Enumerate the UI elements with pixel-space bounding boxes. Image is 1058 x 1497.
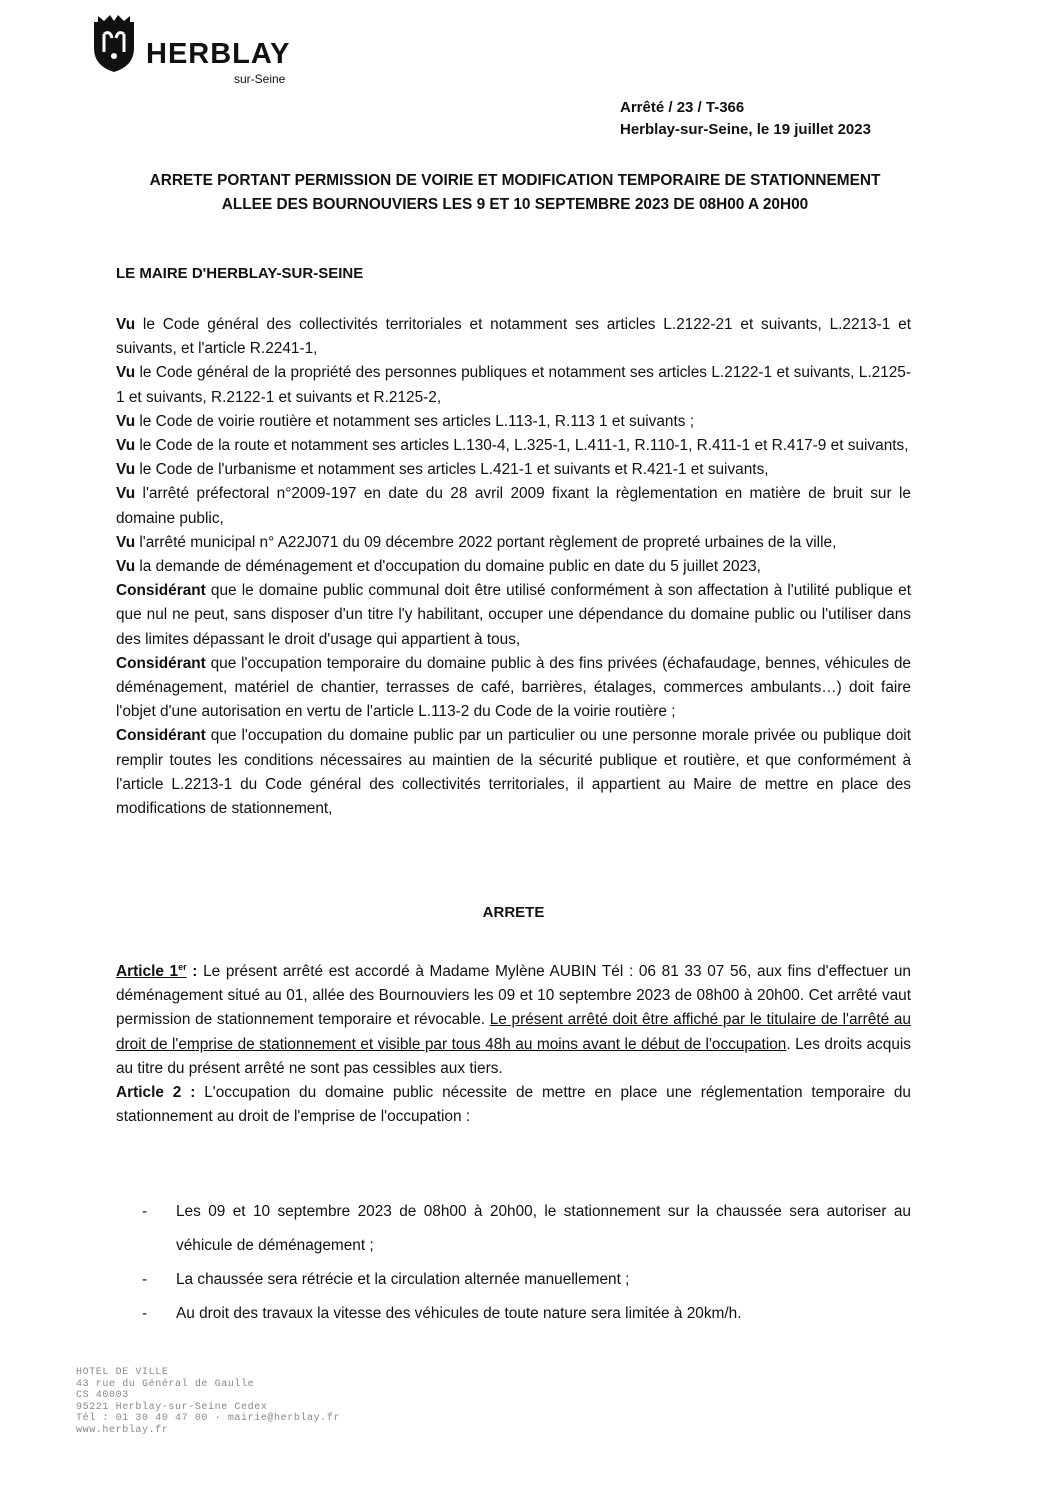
footer-line: CS 40003 bbox=[76, 1390, 129, 1401]
footer-line: Tél : 01 30 40 47 00 · mairie@herblay.fr bbox=[76, 1413, 341, 1424]
logo-name: HERBLAY bbox=[146, 38, 291, 70]
visa-paragraph: Vu l'arrêté municipal n° A22J071 du 09 décembre 2022 portant règlement de propreté urbaines de la ville, bbox=[116, 533, 837, 551]
list-item: - Au droit des travaux la vitesse des véhicules de toute nature sera limitée à 20km/h. bbox=[142, 1305, 742, 1322]
list-item: - La chaussée sera rétrécie et la circulation alternée manuellement ; bbox=[142, 1271, 630, 1288]
considerant-paragraph: Considérant que l'occupation temporaire du domaine public à des fins privées (échafaudage, bennes, véhicules de déménagement, matériel de chantier, terrasses de café, barrières, étalages, commerces ambulants…) doit faire l'objet d'une autorisation en vertu de l'article L.113-2 du Code de la voirie routière ; bbox=[116, 654, 911, 721]
footer-line: www.herblay.fr bbox=[76, 1424, 169, 1436]
article-2-label: Article 2 bbox=[116, 1084, 182, 1102]
article-2: Article 2 : L'occupation du domaine public nécessite de mettre en place une réglementation temporaire du stationnement au droit de l'emprise de l'occupation : bbox=[116, 1084, 911, 1126]
logo-subtitle: sur-Seine bbox=[234, 72, 286, 86]
visas-section bbox=[116, 313, 911, 821]
visa-paragraph: Vu le Code de l'urbanisme et notamment ses articles L.421-1 et suivants et R.421-1 et suivants, bbox=[116, 461, 769, 479]
title-line-1: ARRETE PORTANT PERMISSION DE VOIRIE ET MODIFICATION TEMPORAIRE DE STATIONNEMENT bbox=[149, 172, 881, 189]
coat-of-arms-icon bbox=[90, 12, 138, 74]
visa-paragraph: Vu le Code général de la propriété des personnes publiques et notamment ses articles L.2122-1 et suivants, L.2125-1 et suivants, R.2122-1 et suivants et R.2125-2, bbox=[116, 364, 911, 406]
measures-list bbox=[140, 1195, 911, 1331]
article-1-label: Article 1er bbox=[116, 961, 187, 980]
document-title bbox=[90, 169, 940, 217]
visa-paragraph: Vu la demande de déménagement et d'occupation du domaine public en date du 5 juillet 2023, bbox=[116, 558, 761, 576]
footer-line: HOTEL DE VILLE bbox=[76, 1367, 169, 1378]
footer-line: 95221 Herblay-sur-Seine Cedex bbox=[76, 1401, 268, 1413]
considerant-paragraph: Considérant que le domaine public communal doit être utilisé conformément à son affectation à l'utilité publique et que nul ne peut, sans disposer d'un titre l'y habilitant, occuper une dépendance du domaine public ou l'utiliser dans des limites dépassant le droit d'usage qui appartient à tous, bbox=[116, 582, 911, 648]
arrete-number: Arrêté / 23 / T-366 bbox=[620, 99, 745, 116]
footer-address bbox=[76, 1367, 340, 1436]
arrete-heading: ARRETE bbox=[482, 904, 545, 921]
document-reference bbox=[620, 97, 871, 141]
article-1-underlined: Le présent arrêté doit être affiché par le titulaire de l'arrêté au droit de l'emprise de stationnement et visible par tous 48h au moins avant le début de l'occupation bbox=[116, 1011, 911, 1053]
list-item: - Les 09 et 10 septembre 2023 de 08h00 à 20h00, le stationnement sur la chaussée sera autoriser au véhicule de déménagement ; bbox=[142, 1203, 911, 1254]
visa-paragraph: Vu le Code de la route et notamment ses articles L.130-4, L.325-1, L.411-1, R.110-1, R.411-1 et R.417-9 et suivants, bbox=[116, 437, 909, 455]
considerant-paragraph: Considérant que l'occupation du domaine public par un particulier ou une personne morale privée ou publique doit remplir toutes les conditions nécessaires au maintien de la sécurité publique et routière, et que conformément à l'article L.2213-1 du Code général des collectivités territoriales, il appartient au Maire de mettre en place des modifications de stationnement, bbox=[116, 727, 911, 818]
visa-paragraph: Vu l'arrêté préfectoral n°2009-197 en date du 28 avril 2009 fixant la règlementation en matière de bruit sur le domaine public, bbox=[116, 485, 911, 527]
articles-section bbox=[116, 960, 911, 1129]
article-1: Article 1er : Le présent arrêté est accordé à Madame Mylène AUBIN Tél : 06 81 33 07 56, aux fins d'effectuer un déménagement situé au 01, allée des Bournouviers les 09 et 10 septembre 2023 de 08h00 à 20h00. Cet arrêté vaut permission de stationnement temporaire et révocable. Le présent arrêté doit être affiché par le titulaire de l'arrêté au droit de l'emprise de stationnement et visible par tous 48h au moins avant le début de l'occupation. Les droits acquis au titre du présent arrêté ne sont pas cessibles aux tiers. bbox=[116, 961, 911, 1077]
city-logo bbox=[86, 12, 316, 84]
authority-heading: LE MAIRE D'HERBLAY-SUR-SEINE bbox=[116, 265, 364, 282]
footer-line: 43 rue du Général de Gaulle bbox=[76, 1378, 255, 1390]
place-date: Herblay-sur-Seine, le 19 juillet 2023 bbox=[620, 121, 871, 138]
title-line-2: ALLEE DES BOURNOUVIERS LES 9 ET 10 SEPTEMBRE 2023 DE 08H00 A 20H00 bbox=[221, 196, 809, 213]
visa-paragraph: Vu le Code de voirie routière et notamment ses articles L.113-1, R.113 1 et suivants ; bbox=[116, 412, 695, 430]
visa-paragraph: Vu le Code général des collectivités territoriales et notamment ses articles L.2122-21 et suivants, L.2213-1 et suivants, et l'article R.2241-1, bbox=[116, 316, 911, 358]
